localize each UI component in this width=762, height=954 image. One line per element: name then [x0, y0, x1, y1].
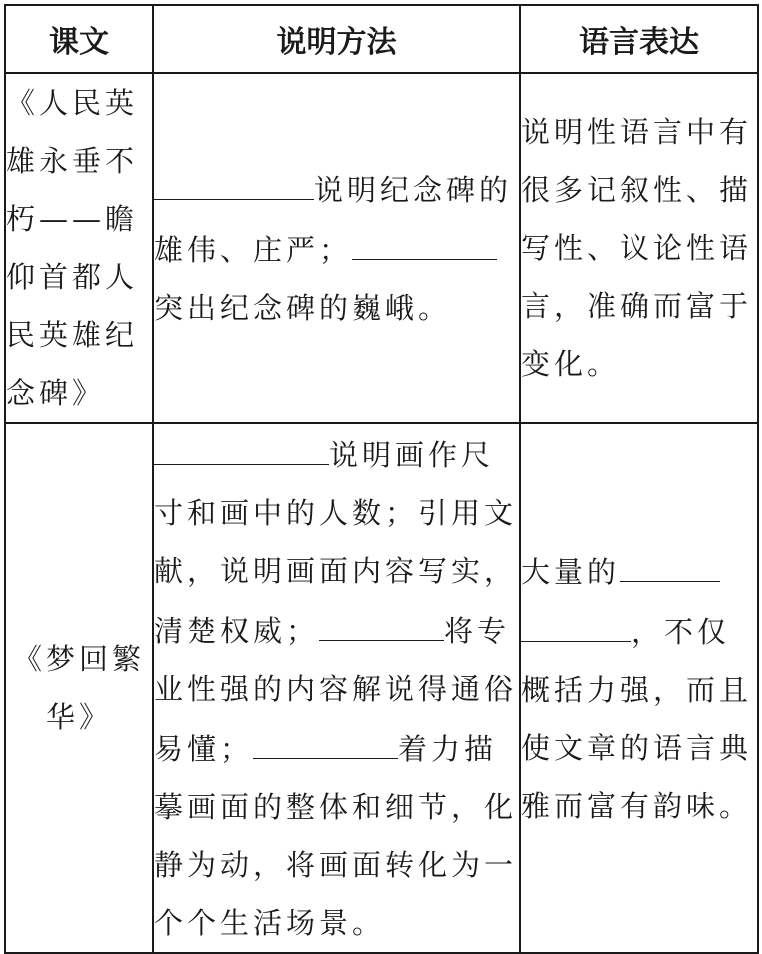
language-cell — [520, 423, 758, 953]
method-text: 将专业性强的内容解说得通俗易懂； — [154, 614, 518, 766]
answer-blank[interactable] — [620, 541, 720, 582]
method-cell — [153, 73, 520, 423]
answer-blank[interactable] — [319, 600, 444, 641]
answer-blank[interactable] — [253, 718, 398, 759]
language-text: ，不仅概括力强，而且使文章的语言典雅而富有韵味。 — [521, 615, 753, 823]
answer-blank[interactable] — [154, 424, 329, 465]
table-row — [5, 423, 758, 953]
header-row — [5, 5, 758, 73]
lesson-title: 《梦回繁华》 — [12, 642, 145, 734]
answer-blank[interactable] — [521, 601, 631, 642]
method-text: 说明画作尺寸和画中的人数；引用文献，说明画面内容写实，清楚权威； — [154, 438, 518, 648]
method-text: 突出纪念碑的巍峨。 — [154, 291, 452, 325]
method-text: 着力描摹画面的整体和细节，化静为动，将画面转化为一个个生活场景。 — [154, 732, 518, 940]
language-cell — [520, 73, 758, 423]
answer-blank[interactable] — [154, 159, 314, 200]
header-language: 语言表达 — [520, 5, 758, 73]
lesson-title: 《人民英雄永垂不朽——瞻仰首都人民英雄纪念碑》 — [6, 86, 139, 410]
table-row — [5, 73, 758, 423]
header-method: 说明方法 — [153, 5, 520, 73]
language-text: 说明性语言中有很多记叙性、描写性、议论性语言，准确而富于变化。 — [521, 115, 753, 381]
method-text: 说明纪念碑的雄伟、庄严； — [154, 173, 513, 267]
lesson-title-cell — [5, 423, 153, 953]
language-text: 大量的 — [521, 555, 621, 589]
method-cell — [153, 423, 520, 953]
lesson-title-cell — [5, 73, 153, 423]
header-text: 课文 — [5, 5, 153, 73]
answer-blank[interactable] — [352, 219, 497, 260]
comparison-table — [4, 4, 759, 954]
